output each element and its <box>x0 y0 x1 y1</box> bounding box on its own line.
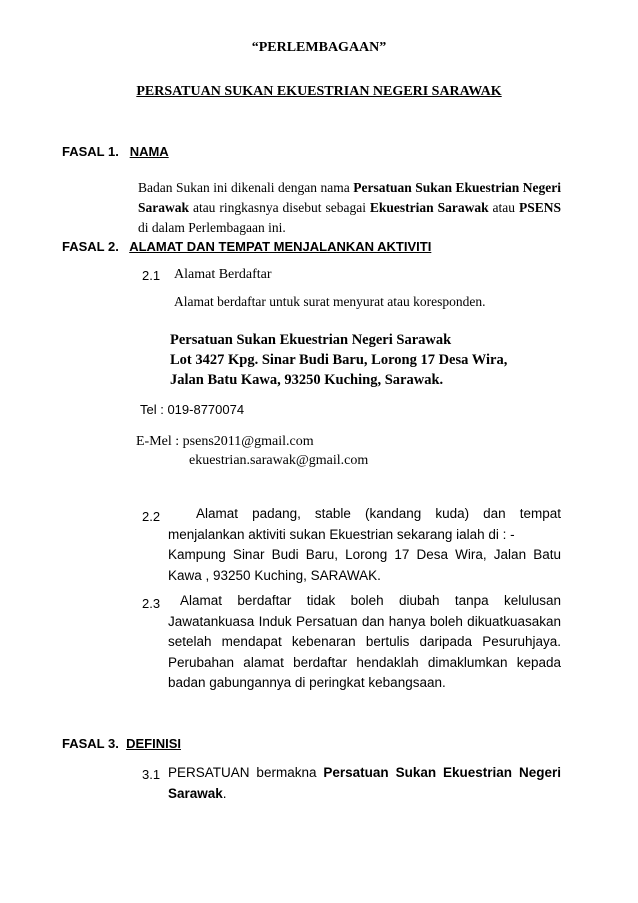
fasal-3-heading <box>62 736 181 751</box>
section-3-1-number: 3.1 <box>142 767 161 782</box>
fasal-1-text: atau <box>488 200 519 215</box>
fasal-2-number: FASAL 2. <box>62 239 119 254</box>
registered-address <box>170 330 507 390</box>
email-address-2: ekuestrian.sarawak@gmail.com <box>189 453 369 468</box>
telephone: Tel : 019-8770074 <box>140 402 245 417</box>
definition-punctuation: . <box>222 785 227 801</box>
email-block <box>136 434 314 450</box>
section-2-3-number: 2.3 <box>142 596 161 611</box>
email-address-1: psens2011@gmail.com <box>182 434 314 449</box>
section-2-2-number: 2.2 <box>142 509 161 524</box>
section-2-1-title: Alamat Berdaftar <box>174 267 272 282</box>
fasal-1-text: atau ringkasnya disebut sebagai <box>189 200 370 215</box>
definition-value: Persatuan Sukan Ekuestrian Negeri Sarawak <box>168 765 561 801</box>
short-name: Ekuestrian Sarawak <box>369 200 489 215</box>
fasal-2-title: ALAMAT DAN TEMPAT MENJALANKAN AKTIVITI <box>129 239 432 254</box>
fasal-1-paragraph <box>138 178 561 238</box>
fasal-3-number: FASAL 3. <box>62 736 119 751</box>
fasal-1-heading <box>62 144 169 159</box>
fasal-1-text: di dalam Perlembagaan ini. <box>138 220 286 235</box>
fasal-1-title: NAMA <box>129 144 169 159</box>
fasal-1-number: FASAL 1. <box>62 144 119 159</box>
section-2-2-text: Alamat padang, stable (kandang kuda) dan tempat menjalankan aktiviti sukan Ekuestrian sekarang ialah di : - <box>168 506 561 542</box>
email-label: E-Mel : <box>136 434 183 449</box>
definition-term: PERSATUAN bermakna <box>168 765 324 780</box>
fasal-2-heading <box>62 239 431 254</box>
section-2-1-number: 2.1 <box>142 268 161 283</box>
fasal-1-text: Badan Sukan ini dikenali dengan nama <box>138 180 354 195</box>
document-title: “PERLEMBAGAAN” <box>251 40 387 55</box>
section-2-2-address: Kampung Sinar Budi Baru, Lorong 17 Desa Wira, Jalan Batu Kawa , 93250 Kuching, SARAWAK. <box>168 547 561 583</box>
section-2-1-description: Alamat berdaftar untuk surat menyurat atau koresponden. <box>174 294 486 309</box>
address-line: Jalan Batu Kawa, 93250 Kuching, Sarawak. <box>170 372 444 388</box>
document-subtitle: PERSATUAN SUKAN EKUESTRIAN NEGERI SARAWAK <box>136 84 502 99</box>
address-line: Lot 3427 Kpg. Sinar Budi Baru, Lorong 17 Desa Wira, <box>170 352 508 368</box>
section-2-3-text: Alamat berdaftar tidak boleh diubah tanpa kelulusan Jawatankuasa Induk Persatuan dan hanya boleh dikuatkuasakan setelah mendapat kebenaran bertulis daripada Pesuruhjaya. Perubahan alamat berdaftar hendaklah dimaklumkan kepada badan gabungannya di peringkat kebangsaan. <box>168 593 561 690</box>
org-name: Persatuan Sukan Ekuestrian Negeri Sarawak <box>138 180 561 215</box>
address-line: Persatuan Sukan Ekuestrian Negeri Sarawak <box>170 332 452 348</box>
acronym: PSENS <box>518 200 561 215</box>
section-3-1-text <box>168 763 561 804</box>
fasal-3-title: DEFINISI <box>126 736 181 751</box>
